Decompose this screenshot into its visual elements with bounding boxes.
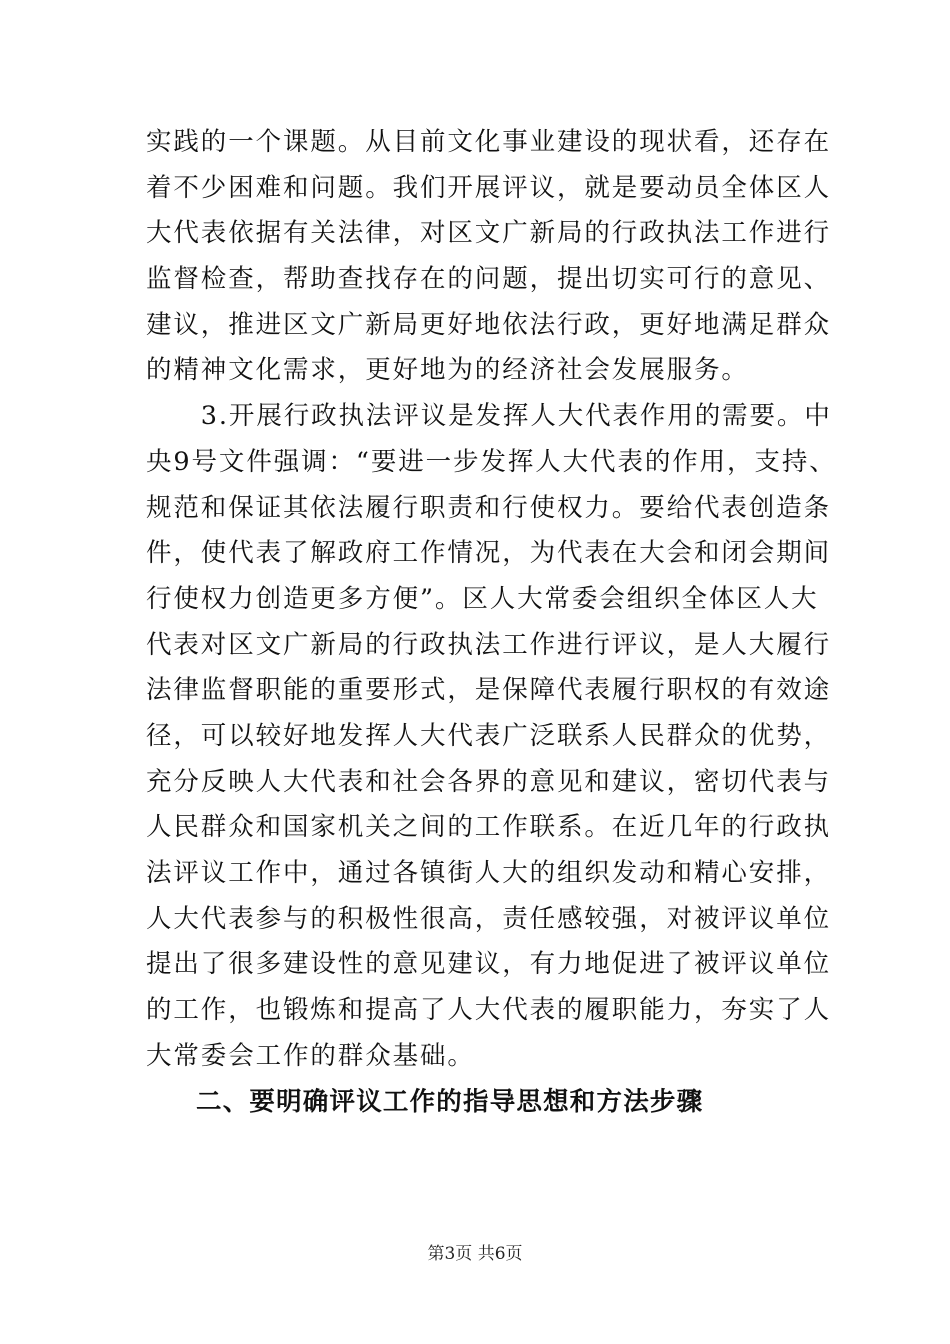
text-line: 法律监督职能的重要形式，是保障代表履行职权的有效途	[146, 675, 832, 706]
text-line: 实践的一个课题。从目前文化事业建设的现状看，还存在	[146, 127, 832, 157]
text-line: 大常委会工作的群众基础。	[146, 1040, 475, 1071]
text-line: 人大代表参与的积极性很高，责任感较强，对被评议单位	[146, 903, 832, 934]
page-number-footer: 第3页 共6页	[427, 1244, 523, 1264]
text-line: 法评议工作中，通过各镇街人大的组织发动和精心安排，	[146, 858, 832, 888]
text-line: 规范和保证其依法履行职责和行使权力。要给代表创造条	[146, 492, 832, 523]
text-line: 件，使代表了解政府工作情况，为代表在大会和闭会期间	[146, 538, 832, 569]
text-line: 央9号文件强调：“要进一步发挥人大代表的作用，支持、	[146, 446, 837, 477]
body-text	[146, 120, 837, 1079]
text-line: 提出了很多建设性的意见建议，有力地促进了被评议单位	[146, 949, 832, 980]
text-line: 3.开展行政执法评议是发挥人大代表作用的需要。中	[146, 401, 832, 432]
text-line: 的工作，也锻炼和提高了人大代表的履职能力，夯实了人	[146, 995, 832, 1026]
text-line: 的精神文化需求，更好地为的经济社会发展服务。	[146, 355, 749, 386]
text-line: 行使权力创造更多方便”。区人大常委会组织全体区人大	[146, 583, 819, 614]
text-line: 径，可以较好地发挥人大代表广泛联系人民群众的优势，	[146, 720, 832, 751]
text-line: 充分反映人大代表和社会各界的意见和建议，密切代表与	[146, 766, 832, 797]
text-line: 人民群众和国家机关之间的工作联系。在近几年的行政执	[146, 812, 832, 843]
text-line: 着不少困难和问题。我们开展评议，就是要动员全体区人	[146, 172, 832, 203]
section-heading: 二、要明确评议工作的指导思想和方法步骤	[196, 1087, 704, 1117]
text-line: 大代表依据有关法律，对区文广新局的行政执法工作进行	[146, 218, 832, 249]
text-line: 建议，推进区文广新局更好地依法行政，更好地满足群众	[146, 309, 832, 340]
text-line: 代表对区文广新局的行政执法工作进行评议，是人大履行	[146, 629, 832, 660]
text-line: 监督检查，帮助查找存在的问题，提出切实可行的意见、	[146, 264, 832, 295]
